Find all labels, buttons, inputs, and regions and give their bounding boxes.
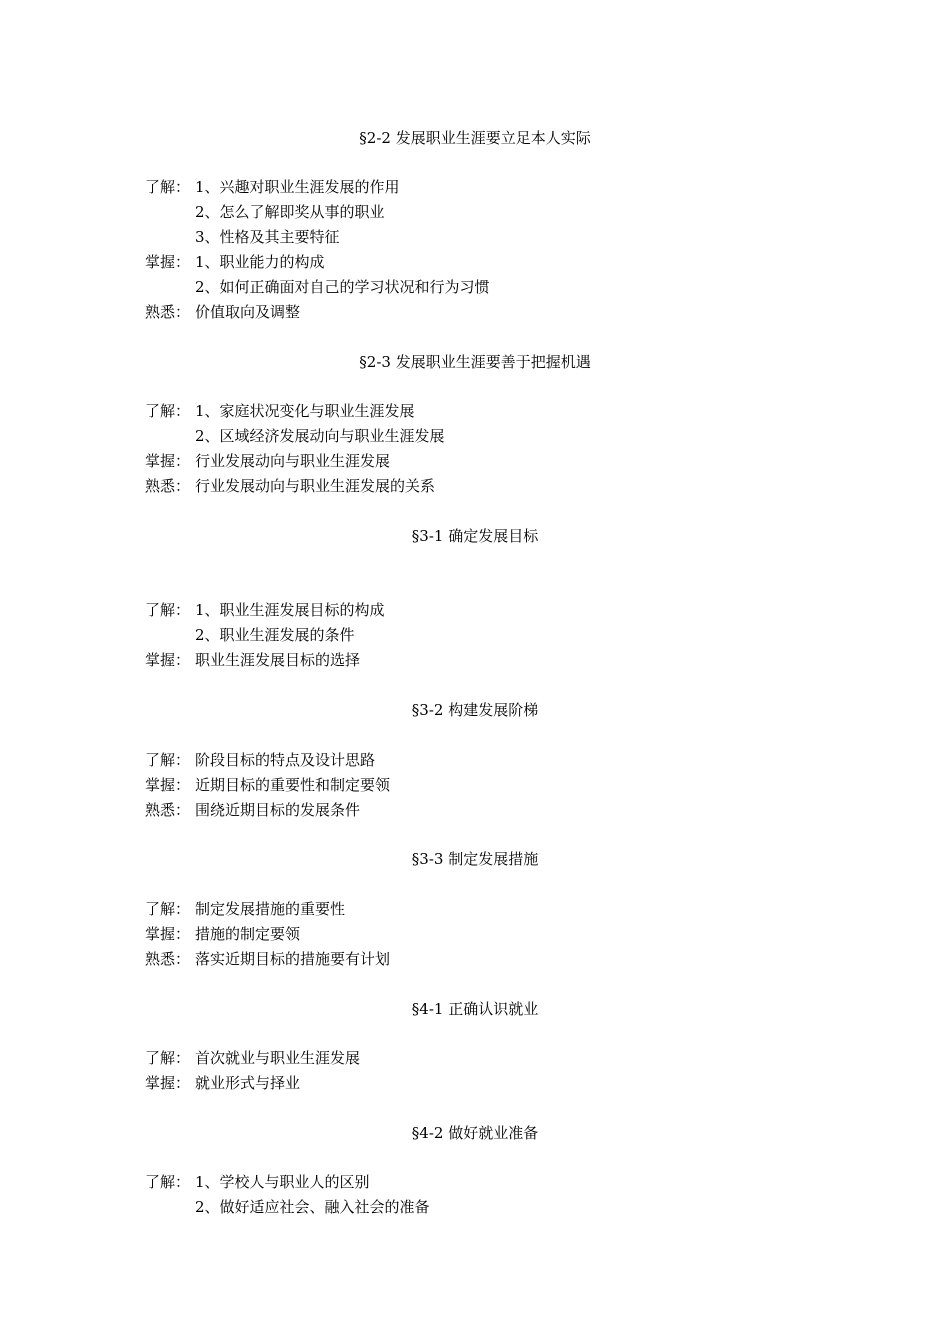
list-item: [145, 924, 300, 944]
item-text: 制定发展措施的重要性: [195, 900, 346, 918]
item-label: 了解：: [145, 178, 191, 196]
item-label: 熟悉：: [145, 950, 191, 968]
section-title: §2-3 发展职业生涯要善于把握机遇: [359, 353, 591, 371]
list-item: [145, 775, 390, 795]
section-title: §2-2 发展职业生涯要立足本人实际: [359, 129, 591, 147]
item-label: 了解：: [145, 900, 191, 918]
item-label: 掌握：: [145, 452, 191, 470]
item-text: 措施的制定要领: [195, 925, 301, 943]
list-item: [145, 177, 400, 197]
item-text: 围绕近期目标的发展条件: [195, 801, 361, 819]
section-title: §3-3 制定发展措施: [411, 850, 539, 868]
section-title: §3-2 构建发展阶梯: [411, 701, 539, 719]
list-item: [145, 302, 300, 322]
list-item: [195, 277, 490, 297]
item-label: 了解：: [145, 601, 191, 619]
item-label: 熟悉：: [145, 303, 191, 321]
item-label: 了解：: [145, 751, 191, 769]
item-label: 掌握：: [145, 651, 191, 669]
item-text: 落实近期目标的措施要有计划: [195, 950, 391, 968]
list-item: [195, 625, 355, 645]
section-title: §4-1 正确认识就业: [411, 1000, 539, 1018]
list-item: [195, 227, 340, 247]
item-label: 熟悉：: [145, 477, 191, 495]
item-label: 掌握：: [145, 776, 191, 794]
list-item: [145, 800, 360, 820]
list-item: [145, 1172, 370, 1192]
item-text: 2、职业生涯发展的条件: [195, 626, 355, 644]
list-item: [195, 1197, 430, 1217]
list-item: [145, 650, 360, 670]
item-text: 1、学校人与职业人的区别: [195, 1173, 370, 1191]
item-text: 3、性格及其主要特征: [195, 228, 340, 246]
item-label: 了解：: [145, 402, 191, 420]
item-text: 2、怎么了解即奖从事的职业: [195, 203, 385, 221]
item-text: 行业发展动向与职业生涯发展: [195, 452, 391, 470]
item-text: 2、如何正确面对自己的学习状况和行为习惯: [195, 278, 490, 296]
list-item: [145, 1073, 300, 1093]
item-label: 了解：: [145, 1049, 191, 1067]
item-label: 了解：: [145, 1173, 191, 1191]
list-item: [145, 476, 435, 496]
item-text: 首次就业与职业生涯发展: [195, 1049, 361, 1067]
section-title: §3-1 确定发展目标: [411, 527, 539, 545]
section-title: §4-2 做好就业准备: [411, 1124, 539, 1142]
item-text: 阶段目标的特点及设计思路: [195, 751, 376, 769]
item-text: 2、区域经济发展动向与职业生涯发展: [195, 427, 445, 445]
list-item: [145, 899, 345, 919]
list-item: [195, 202, 385, 222]
item-text: 行业发展动向与职业生涯发展的关系: [195, 477, 436, 495]
list-item: [145, 750, 375, 770]
item-text: 职业生涯发展目标的选择: [195, 651, 361, 669]
item-text: 近期目标的重要性和制定要领: [195, 776, 391, 794]
item-text: 2、做好适应社会、融入社会的准备: [195, 1198, 430, 1216]
list-item: [145, 1048, 360, 1068]
list-item: [145, 949, 390, 969]
list-item: [195, 426, 445, 446]
item-label: 掌握：: [145, 253, 191, 271]
item-label: 掌握：: [145, 925, 191, 943]
list-item: [145, 401, 415, 421]
item-text: 就业形式与择业: [195, 1074, 301, 1092]
item-label: 熟悉：: [145, 801, 191, 819]
list-item: [145, 252, 325, 272]
item-text: 1、职业能力的构成: [195, 253, 325, 271]
list-item: [145, 600, 385, 620]
item-text: 1、职业生涯发展目标的构成: [195, 601, 385, 619]
item-text: 1、兴趣对职业生涯发展的作用: [195, 178, 400, 196]
item-label: 掌握：: [145, 1074, 191, 1092]
item-text: 1、家庭状况变化与职业生涯发展: [195, 402, 415, 420]
item-text: 价值取向及调整: [195, 303, 301, 321]
list-item: [145, 451, 390, 471]
